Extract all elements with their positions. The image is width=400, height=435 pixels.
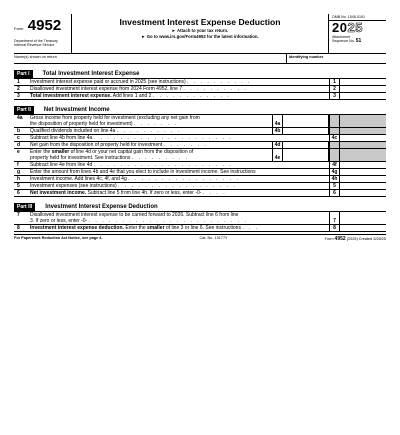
part-3-title: Investment Interest Expense Deduction bbox=[45, 204, 158, 210]
line-4b-text: Qualified dividends included on line 4a bbox=[30, 128, 116, 134]
line-box: 7 bbox=[329, 212, 340, 224]
line-2-text: Disallowed investment interest expense from 2024 Form 4952, line 7 bbox=[30, 86, 183, 92]
line-box: 4b bbox=[272, 128, 283, 134]
part-2-title: Net Investment Income bbox=[43, 107, 110, 113]
line-box: 3 bbox=[329, 93, 340, 99]
shaded-box bbox=[329, 115, 340, 127]
shaded-box bbox=[329, 142, 340, 148]
line-desc: Total investment interest expense. Add lines 1 and 2 . . . . . . . . . . . . bbox=[30, 93, 231, 99]
line-4d-text: Net gain from the disposition of property held for investment bbox=[30, 142, 163, 148]
dept-line-2: Internal Revenue Service bbox=[14, 43, 55, 48]
attachment-label: Attachment bbox=[332, 35, 351, 39]
line-desc bbox=[26, 212, 329, 224]
part-1-tag: Part I bbox=[14, 70, 33, 78]
sequence-label: Sequence No. bbox=[332, 39, 355, 43]
line-4e-text-2-wrap: property held for investment. See instructions . . . . . . . . . bbox=[30, 155, 190, 161]
line-desc: Disallowed investment interest expense from 2024 Form 4952, line 7 . . . . . . . . . . bbox=[30, 86, 248, 92]
line-1-text: Investment interest expense paid or accrued in 2025 (see instructions) bbox=[30, 79, 186, 85]
line-desc: Investment interest expense deduction. Enter the smaller of line 3 or line 6. See instructions . . . bbox=[30, 225, 260, 231]
line-4f bbox=[14, 162, 386, 169]
line-8-amount[interactable] bbox=[340, 225, 386, 231]
line-box: 4a bbox=[272, 115, 283, 127]
year-suffix: 25 bbox=[347, 20, 363, 35]
line-box: 4h bbox=[329, 176, 340, 182]
line-3-bold: Total investment interest expense. bbox=[30, 93, 112, 99]
line-number: 5 bbox=[17, 183, 20, 189]
line-4c bbox=[14, 135, 386, 142]
line-box: 8 bbox=[329, 225, 340, 231]
identifying-number-field[interactable]: Identifying number bbox=[286, 54, 386, 63]
shaded-amount bbox=[340, 149, 386, 161]
line-4e-c: of line 4d or your net capital gain from the disposition of bbox=[70, 149, 194, 155]
line-number: 4a bbox=[17, 115, 23, 121]
line-number: f bbox=[17, 162, 19, 168]
line-number: 1 bbox=[17, 79, 20, 85]
line-2-amount[interactable] bbox=[340, 86, 386, 92]
line-box: 1 bbox=[329, 79, 340, 85]
line-number: 3 bbox=[17, 93, 20, 99]
line-7-text-1: Disallowed investment interest expense to be carried forward to 2026. Subtract line 6 from line bbox=[30, 212, 239, 218]
line-5-amount[interactable] bbox=[340, 183, 386, 189]
line-4f-amount[interactable] bbox=[340, 162, 386, 168]
line-4h-amount[interactable] bbox=[340, 176, 386, 182]
line-8-bold: Investment interest expense deduction. bbox=[30, 225, 124, 231]
part-3-tag: Part III bbox=[14, 203, 35, 211]
line-desc: Investment income. Add lines 4c, 4f, and 4g . . . . . . . . . . . . . . . . . bbox=[30, 176, 240, 182]
line-7-text-2-wrap: 3. If zero or less, enter -0- . . . . . . . . . . . . . . . . . . . . . . . . bbox=[30, 218, 248, 224]
line-4a bbox=[14, 115, 386, 128]
line-desc: Investment interest expense paid or accrued in 2025 (see instructions) . . . . . . . . . . bbox=[30, 79, 252, 85]
line-desc: Investment expenses (see instructions) . . . . . . . . . . . . . . . . . . bbox=[30, 183, 237, 189]
line-4d bbox=[14, 142, 386, 149]
line-number: 2 bbox=[17, 86, 20, 92]
part-2-header bbox=[14, 106, 386, 115]
part-3-header bbox=[14, 203, 386, 212]
line-number: h bbox=[17, 176, 21, 182]
line-box: 4d bbox=[272, 142, 283, 148]
goto-text: Go to www.irs.gov/Form4952 for the latest information. bbox=[146, 34, 259, 39]
footer-created: (2025) Created 5/28/25 bbox=[346, 237, 386, 241]
shaded-amount bbox=[340, 128, 386, 134]
line-box: 4g bbox=[329, 169, 340, 175]
line-6-bold: Net investment income. bbox=[30, 190, 87, 196]
line-desc: Subtract line 4e from line 4d . . . . . . . . . . . . . . . . . . . . . bbox=[30, 162, 233, 168]
line-4e-amount[interactable] bbox=[283, 149, 329, 161]
goto-note: ► Go to www.irs.gov/Form4952 for the latest information. bbox=[141, 34, 259, 39]
line-number: g bbox=[17, 169, 21, 175]
line-4g bbox=[14, 169, 386, 176]
line-desc bbox=[26, 115, 272, 127]
line-number: c bbox=[17, 135, 20, 141]
line-box: 4f bbox=[329, 162, 340, 168]
line-desc: Subtract line 4b from line 4a . . . . . . . . . . . . . . . . . . . . . bbox=[30, 135, 233, 141]
line-1-amount[interactable] bbox=[340, 79, 386, 85]
line-desc: Net investment income. Subtract line 5 from line 4h. If zero or less, enter -0- . . . . bbox=[30, 190, 227, 196]
form-number: 4952 bbox=[27, 17, 62, 34]
line-4h-text: Investment income. Add lines 4c, 4f, and 4g bbox=[30, 176, 127, 182]
tax-year bbox=[332, 21, 386, 35]
shaded-box bbox=[329, 128, 340, 134]
footer-form-word: Form bbox=[324, 237, 334, 241]
form-word: Form bbox=[14, 26, 24, 31]
form-id-block bbox=[14, 14, 72, 53]
part-2-tag: Part II bbox=[14, 106, 34, 114]
line-4e-a: Enter the bbox=[30, 149, 51, 155]
line-2 bbox=[14, 86, 386, 93]
form-footer bbox=[14, 234, 386, 242]
dept-line-1: Department of the Treasury bbox=[14, 39, 58, 43]
line-4g-text: Enter the amount from lines 4b and 4e that you elect to include in investment income. See instructions bbox=[30, 169, 256, 175]
line-number: e bbox=[17, 149, 20, 155]
line-7-amount[interactable] bbox=[340, 212, 386, 224]
title-block bbox=[72, 14, 328, 53]
line-3-amount[interactable] bbox=[340, 93, 386, 99]
line-5 bbox=[14, 183, 386, 190]
form-title: Investment Interest Expense Deduction bbox=[119, 17, 281, 27]
name-row bbox=[14, 54, 386, 64]
line-4a-amount[interactable] bbox=[283, 115, 329, 127]
line-4e bbox=[14, 149, 386, 162]
shaded-amount bbox=[340, 142, 386, 148]
line-number: 6 bbox=[17, 190, 20, 196]
line-desc: Net gain from the disposition of property held for investment . . . . . . . bbox=[30, 142, 208, 148]
line-8-a: Enter the bbox=[125, 225, 146, 231]
line-4g-amount[interactable] bbox=[340, 169, 386, 175]
paperwork-notice: For Paperwork Reduction Act Notice, see page 4. bbox=[14, 236, 103, 240]
line-3 bbox=[14, 93, 386, 100]
line-desc bbox=[26, 149, 272, 161]
form-4952 bbox=[14, 14, 386, 242]
shaded-box bbox=[329, 149, 340, 161]
footer-form-id bbox=[325, 236, 386, 242]
line-3-text: Add lines 1 and 2 bbox=[112, 93, 152, 99]
line-8-c: of line 3 or line 6. See instructions bbox=[165, 225, 241, 231]
line-number: b bbox=[17, 128, 21, 134]
shaded-amount bbox=[340, 115, 386, 127]
line-4a-text-1: Gross income from property held for investment (excluding any net gain from bbox=[30, 115, 200, 121]
footer-form-number: 4952 bbox=[334, 236, 346, 242]
names-field[interactable]: Name(s) shown on return bbox=[14, 55, 57, 59]
sequence-number: 51 bbox=[355, 38, 362, 44]
line-4d-amount[interactable] bbox=[283, 142, 329, 148]
form-header bbox=[14, 14, 386, 54]
line-6-text: Subtract line 5 from line 4h. If zero or less, enter -0- bbox=[87, 190, 202, 196]
line-6 bbox=[14, 190, 386, 197]
line-4c-text: Subtract line 4b from line 4a bbox=[30, 135, 93, 141]
line-4h bbox=[14, 176, 386, 183]
line-box: 5 bbox=[329, 183, 340, 189]
line-7-text-2: 3. If zero or less, enter -0- bbox=[30, 218, 88, 224]
line-number: d bbox=[17, 142, 21, 148]
line-4e-b: smaller bbox=[51, 149, 70, 155]
catalog-number: Cat. No. 13177Y bbox=[199, 236, 228, 240]
line-number: 8 bbox=[17, 225, 20, 231]
omb-number: OMB No. 1545-0191 bbox=[329, 14, 386, 21]
line-4f-text: Subtract line 4e from line 4d bbox=[30, 162, 93, 168]
department bbox=[14, 39, 71, 48]
line-box: 4c bbox=[329, 135, 340, 141]
attach-text: Attach to your tax return. bbox=[176, 28, 229, 33]
line-box: 4e bbox=[272, 149, 283, 161]
line-4b-amount[interactable] bbox=[283, 128, 329, 134]
line-8-b: smaller bbox=[147, 225, 165, 231]
line-4a-text-2: the disposition of property held for investment) bbox=[30, 121, 133, 127]
line-1 bbox=[14, 79, 386, 86]
line-number: 7 bbox=[17, 212, 20, 218]
year-prefix: 20 bbox=[332, 20, 348, 35]
line-4b bbox=[14, 128, 386, 135]
part-1-title: Total Investment Interest Expense bbox=[42, 71, 140, 77]
line-8 bbox=[14, 225, 386, 232]
line-5-text: Investment expenses (see instructions) bbox=[30, 183, 117, 189]
line-box: 2 bbox=[329, 86, 340, 92]
line-4a-text-2-wrap: the disposition of property held for investment) . . . . . . . bbox=[30, 121, 179, 127]
line-6-amount[interactable] bbox=[340, 190, 386, 196]
sequence-line bbox=[332, 39, 386, 43]
line-desc: Qualified dividends included on line 4a . . . . . . . . . . bbox=[30, 128, 182, 134]
attach-note: ► Attach to your tax return. bbox=[171, 28, 229, 33]
line-7 bbox=[14, 212, 386, 225]
line-box: 6 bbox=[329, 190, 340, 196]
omb-block bbox=[328, 14, 386, 53]
line-4e-text-2: property held for investment. See instructions bbox=[30, 155, 131, 161]
part-1-header bbox=[14, 70, 386, 79]
line-4c-amount[interactable] bbox=[340, 135, 386, 141]
